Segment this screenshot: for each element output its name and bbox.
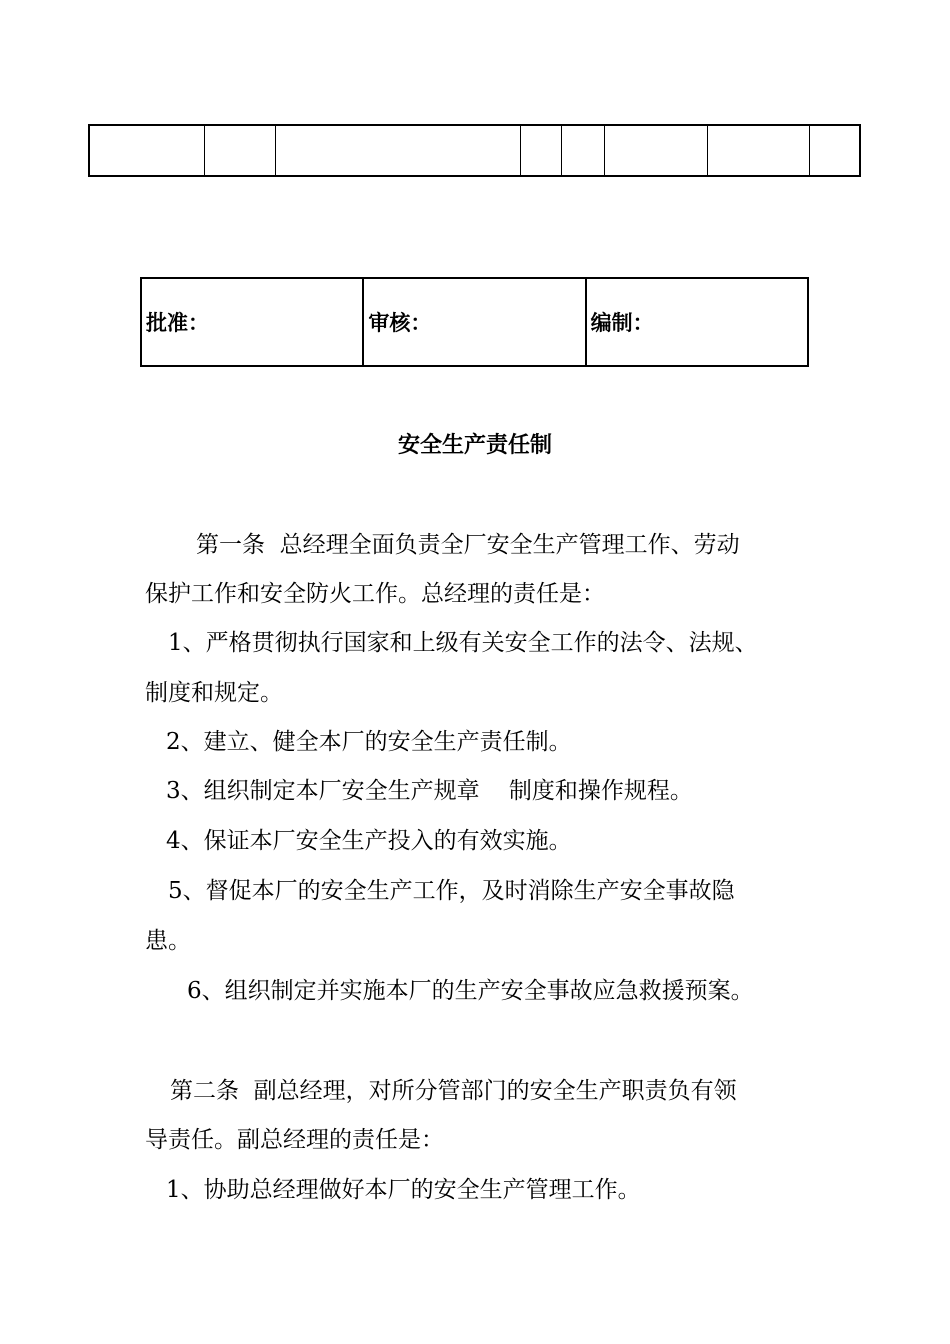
header-cell bbox=[90, 126, 205, 175]
compile-cell: 编制： bbox=[590, 311, 654, 335]
review-cell: 审核： bbox=[364, 279, 586, 365]
article1-item5-line2: 患。 bbox=[145, 928, 191, 954]
article1-item5-line1: 5、督促本厂的安全生产工作，及时消除生产安全事故隐 bbox=[168, 878, 735, 904]
header-cell bbox=[521, 126, 562, 175]
header-table bbox=[88, 124, 861, 177]
article1-item4: 4、保证本厂安全生产投入的有效实施。 bbox=[166, 828, 572, 854]
header-cell bbox=[276, 126, 521, 175]
article1-item2: 2、建立、健全本厂的安全生产责任制。 bbox=[166, 729, 572, 755]
document-title: 安全生产责任制 bbox=[397, 433, 552, 458]
approve-cell: 批准： bbox=[142, 279, 364, 365]
article1-item1-line1: 1、严格贯彻执行国家和上级有关安全工作的法令、法规、 bbox=[168, 630, 758, 656]
article1-intro-line2: 保护工作和安全防火工作。总经理的责任是： bbox=[145, 581, 605, 607]
article2-intro-line1: 第二条 副总经理，对所分管部门的安全生产职责负有领 bbox=[170, 1078, 737, 1104]
article2-item1: 1、协助总经理做好本厂的安全生产管理工作。 bbox=[166, 1177, 641, 1203]
header-cell bbox=[205, 126, 276, 175]
header-cell bbox=[605, 126, 708, 175]
article1-item3: 3、组织制定本厂安全生产规章 制度和操作规程。 bbox=[166, 778, 693, 804]
article1-intro-line1: 第一条 总经理全面负责全厂安全生产管理工作、劳动 bbox=[196, 532, 740, 558]
article2-intro-line2: 导责任。副总经理的责任是： bbox=[145, 1127, 444, 1153]
article1-item1-line2: 制度和规定。 bbox=[145, 680, 283, 706]
header-cell bbox=[562, 126, 605, 175]
article1-item6: 6、组织制定并实施本厂的生产安全事故应急救援预案。 bbox=[187, 978, 754, 1004]
header-cell bbox=[810, 126, 859, 175]
approval-table bbox=[140, 277, 809, 367]
header-cell bbox=[708, 126, 810, 175]
